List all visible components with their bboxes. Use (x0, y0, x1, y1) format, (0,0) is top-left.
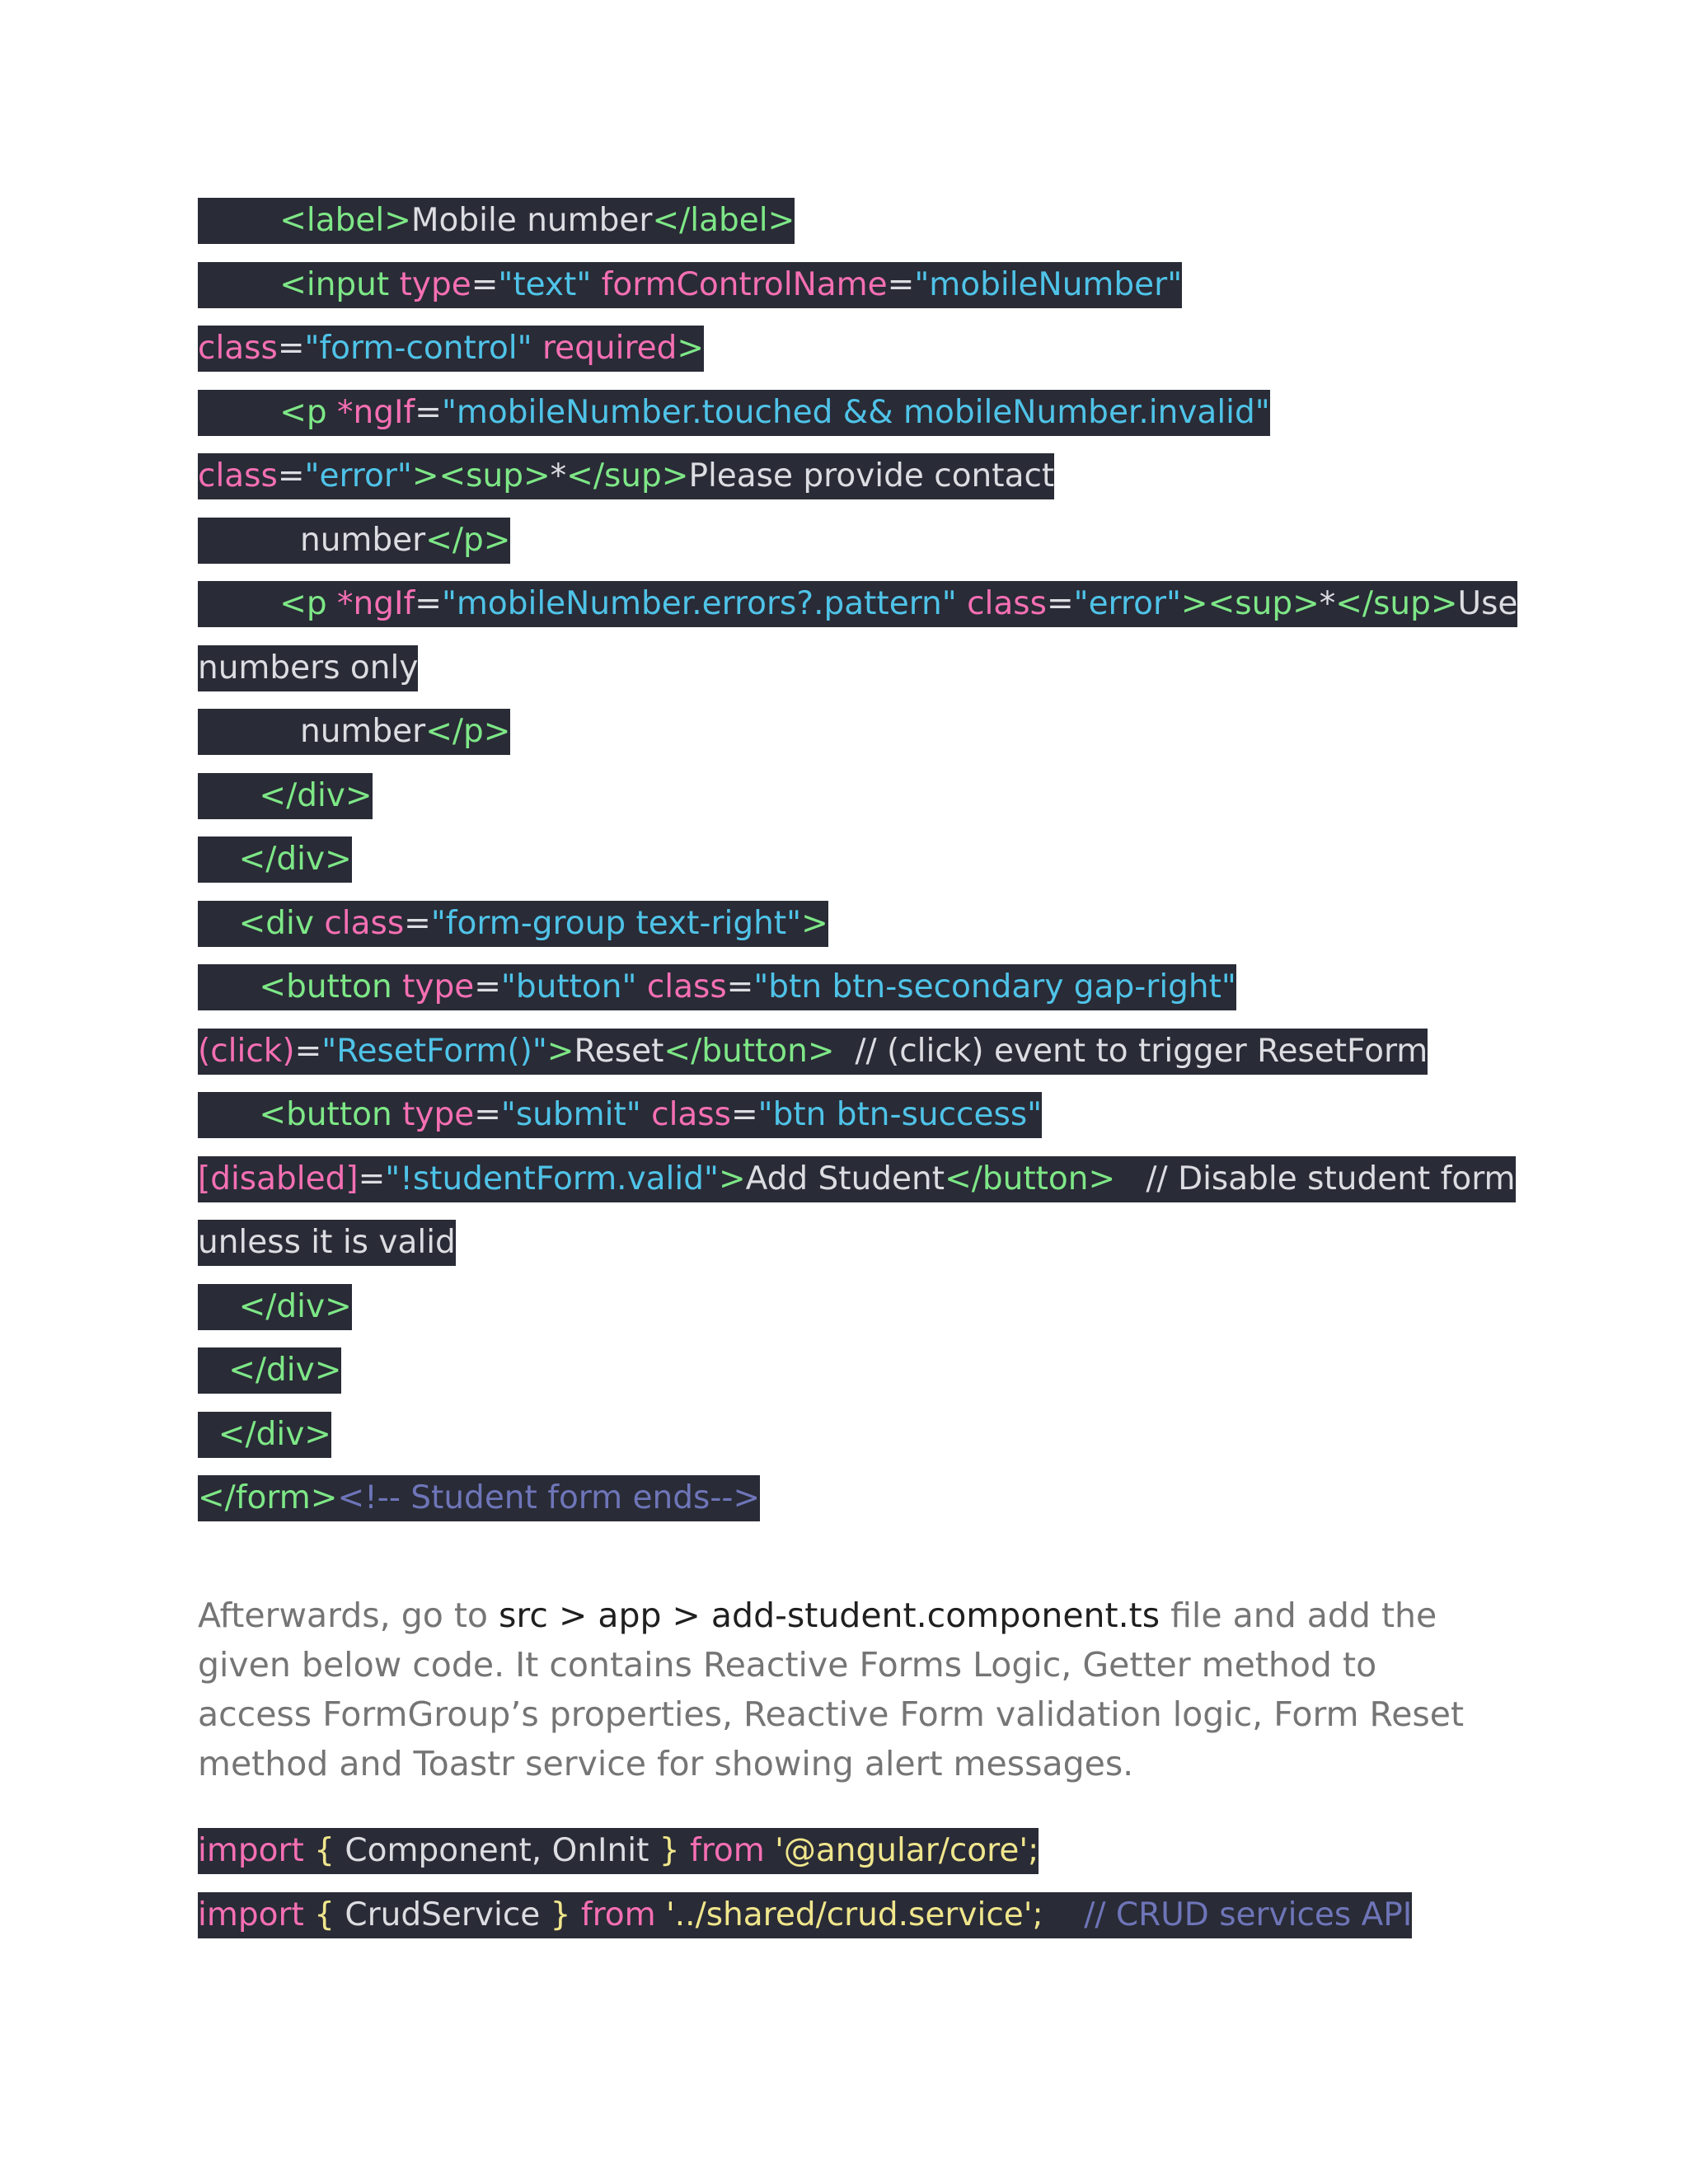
code-line-highlight (198, 645, 418, 691)
code-token: } (649, 1832, 690, 1869)
code-token: "mobileNumber" (914, 265, 1183, 303)
code-token: "error" (1073, 585, 1181, 622)
instruction-paragraph (198, 1591, 1492, 1788)
code-token: Reset (574, 1032, 664, 1070)
code-token: // CRUD services API (1043, 1896, 1413, 1933)
code-token (198, 1288, 239, 1325)
code-token: = (726, 968, 754, 1005)
code-token: = (415, 393, 442, 431)
code-token: = (294, 1032, 322, 1070)
code-token: = (474, 1096, 501, 1133)
code-token: numbers only (198, 649, 419, 687)
code-line (198, 1220, 1492, 1266)
code-token: = (474, 968, 501, 1005)
code-token: type (399, 265, 471, 303)
code-line-highlight (198, 390, 1270, 436)
code-line-highlight (198, 709, 510, 755)
code-token: </form> (198, 1479, 338, 1516)
code-line-highlight (198, 1412, 331, 1458)
code-token: "btn btn-success" (757, 1096, 1043, 1133)
code-line (198, 1156, 1516, 1202)
code-token (198, 1352, 228, 1389)
code-token: class (324, 904, 405, 942)
code-token: class (198, 457, 278, 494)
code-token (636, 968, 646, 1005)
code-token: </ (652, 202, 691, 239)
code-token: from (580, 1896, 656, 1933)
code-token: '@angular/core'; (764, 1832, 1039, 1869)
code-token: type (402, 968, 475, 1005)
code-token: (click) (198, 1032, 295, 1070)
code-token (198, 1416, 218, 1453)
code-line-highlight (198, 1347, 341, 1394)
code-token: unless it is valid (198, 1224, 456, 1261)
code-token: import (198, 1832, 304, 1869)
code-token: </sup> (566, 457, 689, 494)
code-token: </button> (663, 1032, 835, 1070)
code-line (198, 1412, 1492, 1458)
code-token (532, 330, 542, 367)
code-token: label (690, 202, 768, 239)
code-token: = (471, 265, 499, 303)
code-line (198, 1475, 1492, 1521)
code-token: formControlName (601, 265, 888, 303)
code-token (198, 585, 279, 622)
code-token (641, 1096, 651, 1133)
code-token: <div (238, 904, 325, 942)
code-token: </div> (238, 1287, 352, 1325)
code-token: ><sup> (411, 457, 551, 494)
code-token: </sup> (1335, 585, 1458, 622)
code-line (198, 581, 1518, 627)
code-line-highlight (198, 773, 373, 819)
code-token: Add Student (745, 1160, 945, 1197)
code-token: = (730, 1096, 758, 1133)
code-token (198, 202, 279, 239)
code-token: Use (1457, 585, 1518, 622)
code-token: > (677, 330, 705, 367)
code-line-highlight (198, 453, 1054, 499)
code-token: number (198, 713, 426, 750)
code-token: class (651, 1096, 731, 1133)
code-token: "btn btn-secondary gap-right" (753, 968, 1236, 1005)
code-line-highlight (198, 198, 795, 244)
code-token: Please provide contact (688, 457, 1055, 494)
code-token: <button (259, 1096, 403, 1133)
code-token (198, 841, 239, 878)
code-line (198, 1828, 1492, 1874)
code-line (198, 262, 1492, 308)
code-token: </div> (228, 1352, 342, 1389)
code-line (198, 773, 1492, 819)
code-token: "ResetForm()" (321, 1032, 547, 1070)
code-token: CrudService (345, 1896, 541, 1933)
code-token: <!-- Student form ends--> (337, 1479, 761, 1516)
code-token: = (887, 265, 915, 303)
code-line (198, 1347, 1492, 1394)
code-token: Component, OnInit (345, 1832, 649, 1869)
document-page (198, 198, 1518, 1956)
code-line-highlight (198, 326, 704, 372)
prose-text-after: file and add the given below code. It contains Reactive Forms Logic, Getter method to access FormGroup’s properties, Reactive Form validation logic, Form Reset method and Toastr service for showing alert messages. (198, 1596, 1465, 1783)
code-line (198, 645, 1492, 691)
code-token: = (404, 904, 431, 942)
code-line-highlight (198, 262, 1182, 308)
code-token: "form-group text-right" (430, 904, 802, 942)
code-line (198, 1892, 1492, 1938)
code-token: "!studentForm.valid" (385, 1160, 719, 1197)
code-token: = (277, 457, 305, 494)
code-token: *ngIf (337, 585, 415, 622)
code-token: "form-control" (304, 330, 532, 367)
code-line (198, 198, 1492, 244)
code-token: > (384, 202, 411, 239)
code-token: > (801, 904, 828, 942)
code-line (198, 837, 1492, 883)
code-token: <p (279, 585, 338, 622)
code-token: label (306, 202, 385, 239)
code-token: } (540, 1896, 581, 1933)
code-token: type (402, 1096, 475, 1133)
code-token: </p> (425, 521, 511, 559)
code-token: "text" (498, 265, 592, 303)
code-line-highlight (198, 518, 510, 564)
code-token: < (279, 202, 307, 239)
code-token: "button" (500, 968, 637, 1005)
code-token: </div> (218, 1415, 331, 1453)
code-token: { (303, 1896, 345, 1933)
code-token: { (303, 1832, 345, 1869)
file-path: src > app > add-student.component.ts (499, 1596, 1160, 1635)
code-token: > (546, 1032, 574, 1070)
code-token (198, 266, 279, 303)
code-token: "mobileNumber.errors?.pattern" (441, 585, 957, 622)
code-line-highlight (198, 1029, 1428, 1075)
code-line-highlight (198, 901, 828, 947)
code-token: '../shared/crud.service'; (655, 1896, 1043, 1933)
code-line (198, 1029, 1492, 1075)
code-line-highlight (198, 837, 352, 883)
code-token: "mobileNumber.touched && mobileNumber.invalid" (441, 393, 1270, 431)
code-line-highlight (198, 1156, 1516, 1202)
code-line-highlight (198, 581, 1517, 627)
code-line (198, 964, 1492, 1010)
code-token: = (277, 330, 305, 367)
code-token: "error" (304, 457, 412, 494)
code-token: // Disable student form (1115, 1160, 1516, 1197)
code-line-highlight (198, 1828, 1039, 1874)
code-token: * (550, 457, 567, 494)
code-token: > (767, 202, 795, 239)
code-token: </div> (259, 776, 373, 814)
code-token: <button (259, 968, 403, 1005)
code-line-highlight (198, 1220, 456, 1266)
code-token: class (967, 585, 1047, 622)
code-token: * (1319, 585, 1336, 622)
code-line-highlight (198, 1475, 760, 1521)
code-line (198, 1092, 1492, 1138)
code-token (198, 394, 279, 431)
code-token: class (646, 968, 727, 1005)
code-line (198, 901, 1492, 947)
prose-text-before: Afterwards, go to (198, 1596, 499, 1635)
code-block-typescript (198, 1828, 1492, 1938)
code-token: class (198, 330, 278, 367)
code-token (957, 585, 967, 622)
code-token: = (1046, 585, 1074, 622)
code-token: from (689, 1832, 765, 1869)
code-line (198, 518, 1492, 564)
code-token (198, 968, 259, 1005)
code-token: number (198, 521, 426, 559)
code-line-highlight (198, 1892, 1412, 1938)
code-token: Mobile number (410, 202, 653, 239)
code-token (198, 905, 239, 942)
code-token: "submit" (500, 1096, 641, 1133)
code-token: [disabled] (198, 1160, 359, 1197)
code-token: </button> (945, 1160, 1116, 1197)
code-token: ><sup> (1180, 585, 1320, 622)
code-token (198, 777, 259, 814)
code-token: required (542, 330, 678, 367)
code-line-highlight (198, 1092, 1042, 1138)
code-line (198, 709, 1492, 755)
code-line-highlight (198, 964, 1236, 1010)
code-line (198, 1284, 1492, 1330)
code-token: = (415, 585, 442, 622)
code-token (591, 266, 601, 303)
code-token: // (click) event to trigger ResetForm (834, 1032, 1428, 1070)
code-token: import (198, 1896, 304, 1933)
code-block-html-template (198, 198, 1518, 1521)
code-line (198, 326, 1492, 372)
code-token: = (358, 1160, 386, 1197)
code-token: </div> (238, 841, 352, 878)
code-token (198, 1096, 259, 1133)
code-token: <input (279, 265, 400, 303)
code-line (198, 453, 1492, 499)
code-line-highlight (198, 1284, 352, 1330)
code-line (198, 390, 1492, 436)
code-token: > (718, 1160, 746, 1197)
code-token: </p> (425, 713, 511, 750)
code-token: *ngIf (337, 393, 415, 431)
code-token: <p (279, 393, 338, 431)
